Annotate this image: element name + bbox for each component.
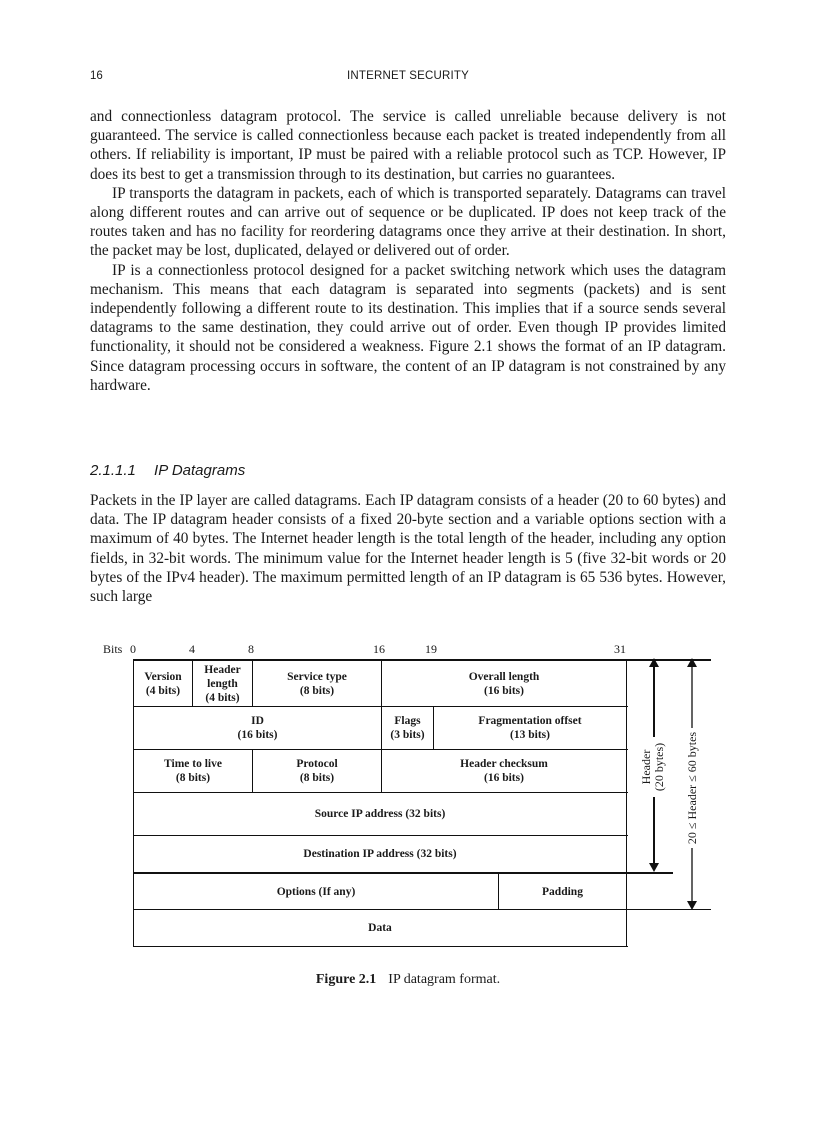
field-data: Data xyxy=(368,922,392,934)
field-protocol xyxy=(253,750,381,792)
field-flags xyxy=(382,707,433,749)
field-label: Time to live xyxy=(164,758,222,770)
bit-mark-16: 16 xyxy=(373,642,385,656)
section-number: 2.1.1.1 xyxy=(90,462,136,479)
section-title: IP Datagrams xyxy=(154,462,246,479)
field-size: (16 bits) xyxy=(237,729,278,741)
field-header-checksum xyxy=(382,750,626,792)
field-label: Protocol xyxy=(296,758,338,770)
field-size: (4 bits) xyxy=(205,691,240,704)
paragraph: IP is a connectionless protocol designed for a packet switching network which uses the datagram mechanism. This means that each datagram is separated into segments (packets) and is sent independently following a different route to its destination. This implies that if a source sends several datagrams to the same destination, they could arrive out of order. Even though IP provides limited functionality, it should not be considered a weakness. Figure 2.1 shows the format of an IP datagram. Since datagram processing occurs in software, the content of an IP datagram is not constrained by any hardware. xyxy=(90,261,726,394)
field-label: Fragmentation offset xyxy=(478,715,582,727)
field-service-type xyxy=(253,661,381,706)
caption-text: IP datagram format. xyxy=(388,972,501,987)
field-label: ID xyxy=(251,715,264,727)
field-size: (8 bits) xyxy=(299,684,335,697)
field-id xyxy=(134,707,381,749)
running-head xyxy=(0,70,816,88)
field-size: (4 bits) xyxy=(145,684,181,697)
field-version xyxy=(134,661,192,706)
field-label: Version xyxy=(144,670,182,683)
body-text-block-1 xyxy=(90,107,726,395)
field-label: Header checksum xyxy=(460,758,548,770)
field-size: (3 bits) xyxy=(390,729,425,741)
field-size: (8 bits) xyxy=(175,772,211,784)
field-label: length xyxy=(207,677,238,690)
field-header-length xyxy=(193,661,252,706)
field-overall-length xyxy=(382,661,626,706)
field-label: Service type xyxy=(287,670,347,683)
field-size: (16 bits) xyxy=(484,772,524,784)
header-label: Header xyxy=(639,749,653,785)
field-time-to-live xyxy=(134,750,252,792)
paragraph: IP transports the datagram in packets, each of which is transported separately. Datagrams can travel along different routes and can arrive out of sequence or be duplicated. IP does not keep track of the routes taken and has no facility for reordering datagrams once they arrive at their destination. In short, the packet may be lost, duplicated, delayed or delivered out of order. xyxy=(90,184,726,260)
field-size: (16 bits) xyxy=(484,684,524,697)
field-source-ip: Source IP address (32 bits) xyxy=(314,808,446,820)
field-label: Header xyxy=(204,663,241,676)
body-text-block-2 xyxy=(90,491,726,606)
bit-mark-4: 4 xyxy=(189,642,195,656)
caption-label: Figure 2.1 xyxy=(315,972,377,987)
figure-caption xyxy=(0,972,816,988)
bit-mark-0: 0 xyxy=(130,642,136,656)
header-size-label xyxy=(640,737,668,797)
bit-mark-31: 31 xyxy=(614,642,626,656)
paragraph: Packets in the IP layer are called datagrams. Each IP datagram consists of a header (20 to 60 bytes) and data. The IP datagram header consists of a fixed 20-byte section and a variable options section with a maximum of 40 bytes. The Internet header length is the total length of the header, including any option fields, in 32-bit words. The minimum value for the Internet header length is 5 (five 32-bit words or 20 bytes of the IPv4 header). The maximum permitted length of an IP datagram is 65 536 bytes. However, such large xyxy=(90,492,726,606)
grid-line xyxy=(133,946,628,947)
field-padding: Padding xyxy=(542,885,583,898)
field-fragmentation-offset xyxy=(434,707,626,749)
header-size: (20 bytes) xyxy=(652,742,666,792)
bit-mark-8: 8 xyxy=(248,642,254,656)
bits-label: Bits xyxy=(103,642,123,656)
field-size: (8 bits) xyxy=(299,772,335,784)
bit-mark-19: 19 xyxy=(425,642,437,656)
page-number: 16 xyxy=(90,70,103,82)
grid-line xyxy=(626,659,627,947)
header-range-label: 20 ≤ Header ≤ 60 bytes xyxy=(686,728,700,848)
field-label: Flags xyxy=(394,715,421,727)
field-size: (13 bits) xyxy=(510,729,550,741)
section-heading xyxy=(90,462,245,479)
running-title: INTERNET SECURITY xyxy=(346,70,470,82)
paragraph: and connectionless datagram protocol. The service is called unreliable because delivery is not guaranteed. The service is called connectionless because each packet is treated independently from all others. If reliability is important, IP must be paired with a reliable protocol such as TCP. However, IP does its best to get a transmission through to its destination, but carries no guarantees. xyxy=(90,108,726,183)
field-label: Overall length xyxy=(468,670,540,683)
field-destination-ip: Destination IP address (32 bits) xyxy=(303,848,457,860)
field-options: Options (If any) xyxy=(276,885,356,898)
